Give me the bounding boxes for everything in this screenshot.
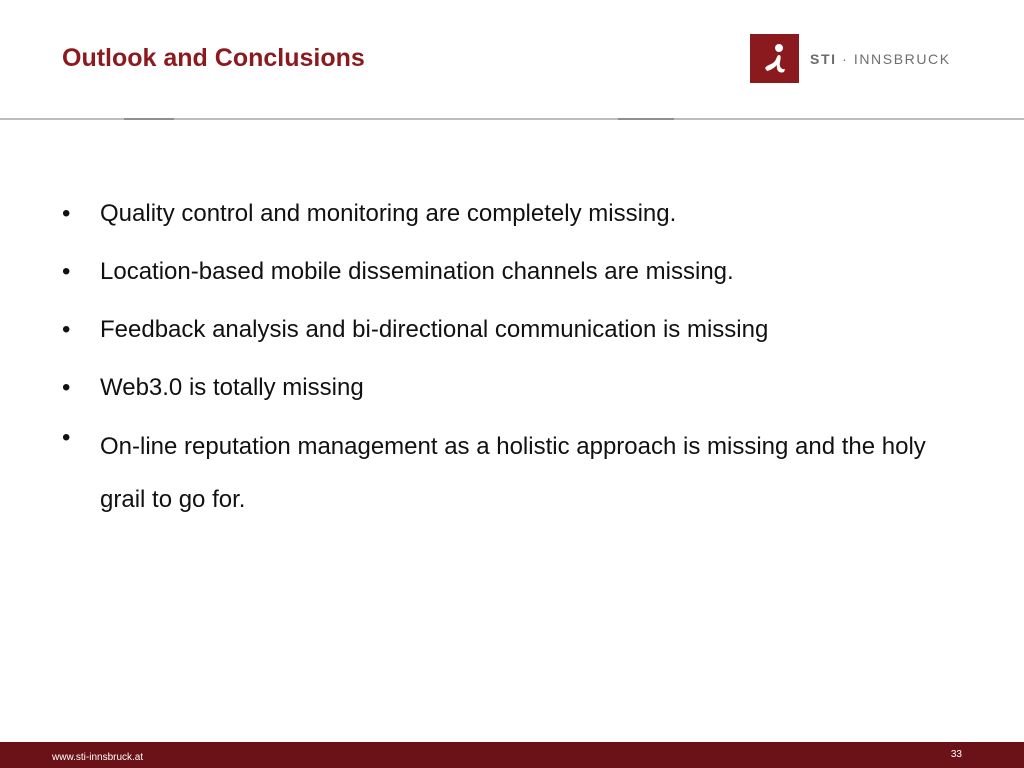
bullet-text: Quality control and monitoring are completely missing. bbox=[100, 200, 677, 227]
bullet-marker: • bbox=[62, 374, 71, 401]
footer-bar bbox=[0, 742, 1024, 768]
logo-wordmark bbox=[810, 51, 951, 67]
logo-name: INNSBRUCK bbox=[853, 50, 951, 67]
bullet-text: Feedback analysis and bi-directional communication is missing bbox=[100, 316, 769, 343]
bullet-marker: • bbox=[62, 258, 71, 285]
bullet-item bbox=[62, 196, 962, 232]
divider-accent bbox=[124, 118, 174, 120]
bullet-text: Location-based mobile dissemination channels are missing. bbox=[100, 258, 734, 285]
bullet-marker: • bbox=[62, 424, 71, 451]
logo-separator: · bbox=[836, 50, 854, 67]
bullet-marker: • bbox=[62, 316, 71, 343]
page-number: 33 bbox=[950, 749, 962, 760]
sti-logo-icon bbox=[750, 34, 799, 83]
footer-url: www.sti-innsbruck.at bbox=[52, 752, 144, 763]
divider-accent bbox=[618, 118, 674, 120]
bullet-item bbox=[62, 312, 962, 348]
slide-title: Outlook and Conclusions bbox=[62, 44, 365, 72]
bullet-text: Web3.0 is totally missing bbox=[100, 374, 364, 401]
sti-innsbruck-logo bbox=[750, 34, 951, 83]
logo-brand: STI bbox=[810, 50, 837, 67]
bullet-item bbox=[62, 370, 962, 406]
bullet-text: On-line reputation management as a holistic approach is missing and the holy grail to go for. bbox=[100, 433, 926, 513]
bullet-list bbox=[62, 196, 962, 548]
bullet-item bbox=[62, 420, 962, 526]
header-divider bbox=[0, 118, 1024, 120]
bullet-item bbox=[62, 254, 962, 290]
bullet-marker: • bbox=[62, 200, 71, 227]
